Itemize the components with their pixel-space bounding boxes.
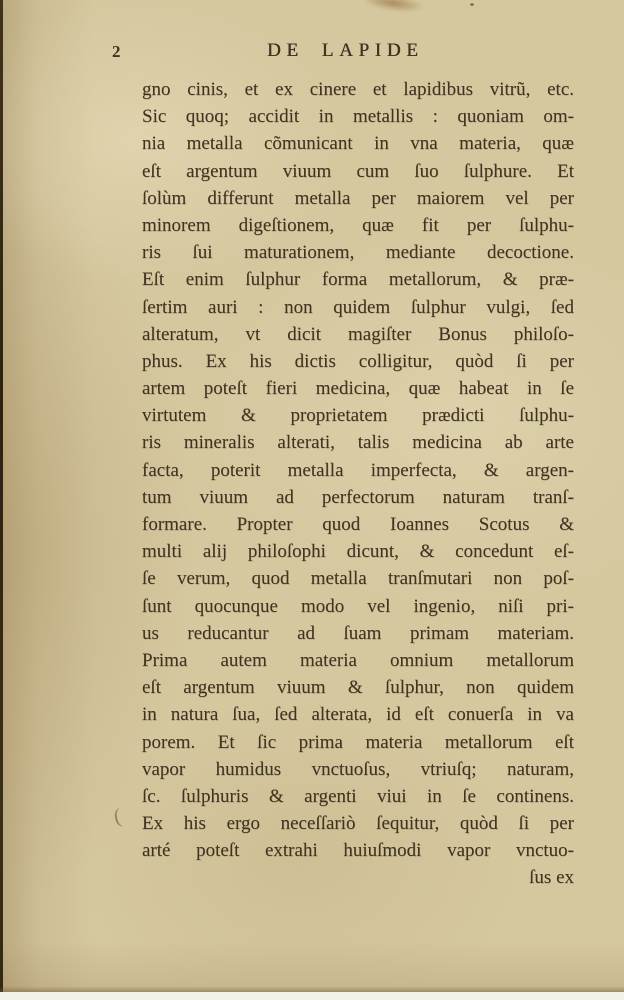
- text-line: minorem digeſtionem, quæ fit per ſulphu-: [142, 214, 574, 236]
- text-line: artem poteſt fieri medicina, quæ habeat in ſe: [142, 378, 574, 400]
- text-line: multi alij philoſophi dicunt, & concedunt eſ-: [142, 541, 574, 563]
- page-number: 2: [112, 42, 121, 61]
- text-line: phus. Ex his dictis colligitur, quòd ſi per: [142, 350, 574, 372]
- text-line: Eſt enim ſulphur forma metallorum, & præ-: [142, 269, 574, 291]
- text-line: Ex his ergo neceſſariò ſequitur, quòd ſi per: [142, 813, 574, 835]
- text-line: tum viuum ad perfectorum naturam tranſ-: [142, 486, 574, 508]
- text-line: in natura ſua, ſed alterata, id eſt conuerſa in va: [142, 704, 574, 726]
- text-line: ſe verum, quod metalla tranſmutari non poſ-: [142, 568, 574, 590]
- text-line: ſunt quocunque modo vel ingenio, niſi pri-: [142, 595, 574, 617]
- paper-speck: [470, 3, 474, 6]
- text-line: gno cinis, et ex cinere et lapidibus vitrũ, etc.: [142, 79, 574, 100]
- text-line: eſt argentum viuum & ſulphur, non quidem: [142, 677, 574, 699]
- text-line: ris mineralis alterati, talis medicina ab arte: [142, 432, 574, 454]
- text-line: us reducantur ad ſuam primam materiam.: [142, 622, 574, 644]
- text-line: Prima autem materia omnium metallorum: [142, 649, 574, 671]
- text-line: arté poteſt extrahi huiuſmodi vapor vnctuo-: [142, 840, 574, 862]
- text-block: [142, 76, 574, 892]
- text-line: ſc. ſulphuris & argenti viui in ſe continens.: [142, 785, 574, 807]
- running-header-title: DE LAPIDE: [267, 40, 424, 61]
- text-line: formare. Propter quod Ioannes Scotus &: [142, 514, 574, 535]
- catchword: ſus ex: [529, 867, 574, 889]
- text-line: Sic quoq; accidit in metallis : quoniam om-: [142, 106, 574, 128]
- text-line: ſolùm differunt metalla per maiorem vel per: [142, 187, 574, 209]
- text-line: facta, poterit metalla imperfecta, & argen-: [142, 459, 574, 481]
- text-line: nia metalla cõmunicant in vna materia, quæ: [142, 133, 574, 155]
- page-left-dark-edge: [0, 0, 3, 1000]
- text-line: virtutem & proprietatem prædicti ſulphu-: [142, 405, 574, 427]
- text-line: vapor humidus vnctuoſus, vtriuſq; naturam,: [142, 758, 574, 780]
- text-lines: [142, 76, 574, 864]
- text-line: porem. Et ſic prima materia metallorum eſt: [142, 731, 574, 753]
- text-line: ſertim auri : non quidem ſulphur vulgi, ſed: [142, 296, 574, 318]
- page-bottom-edge: [0, 992, 624, 1000]
- margin-pen-mark: (: [111, 803, 124, 829]
- text-line: alteratum, vt dicit magiſter Bonus philoſo-: [142, 323, 574, 345]
- text-line: eſt argentum viuum cum ſuo ſulphure. Et: [142, 160, 574, 182]
- paper-stain: [361, 0, 425, 15]
- text-line: ris ſui maturationem, mediante decoctione.: [142, 242, 574, 264]
